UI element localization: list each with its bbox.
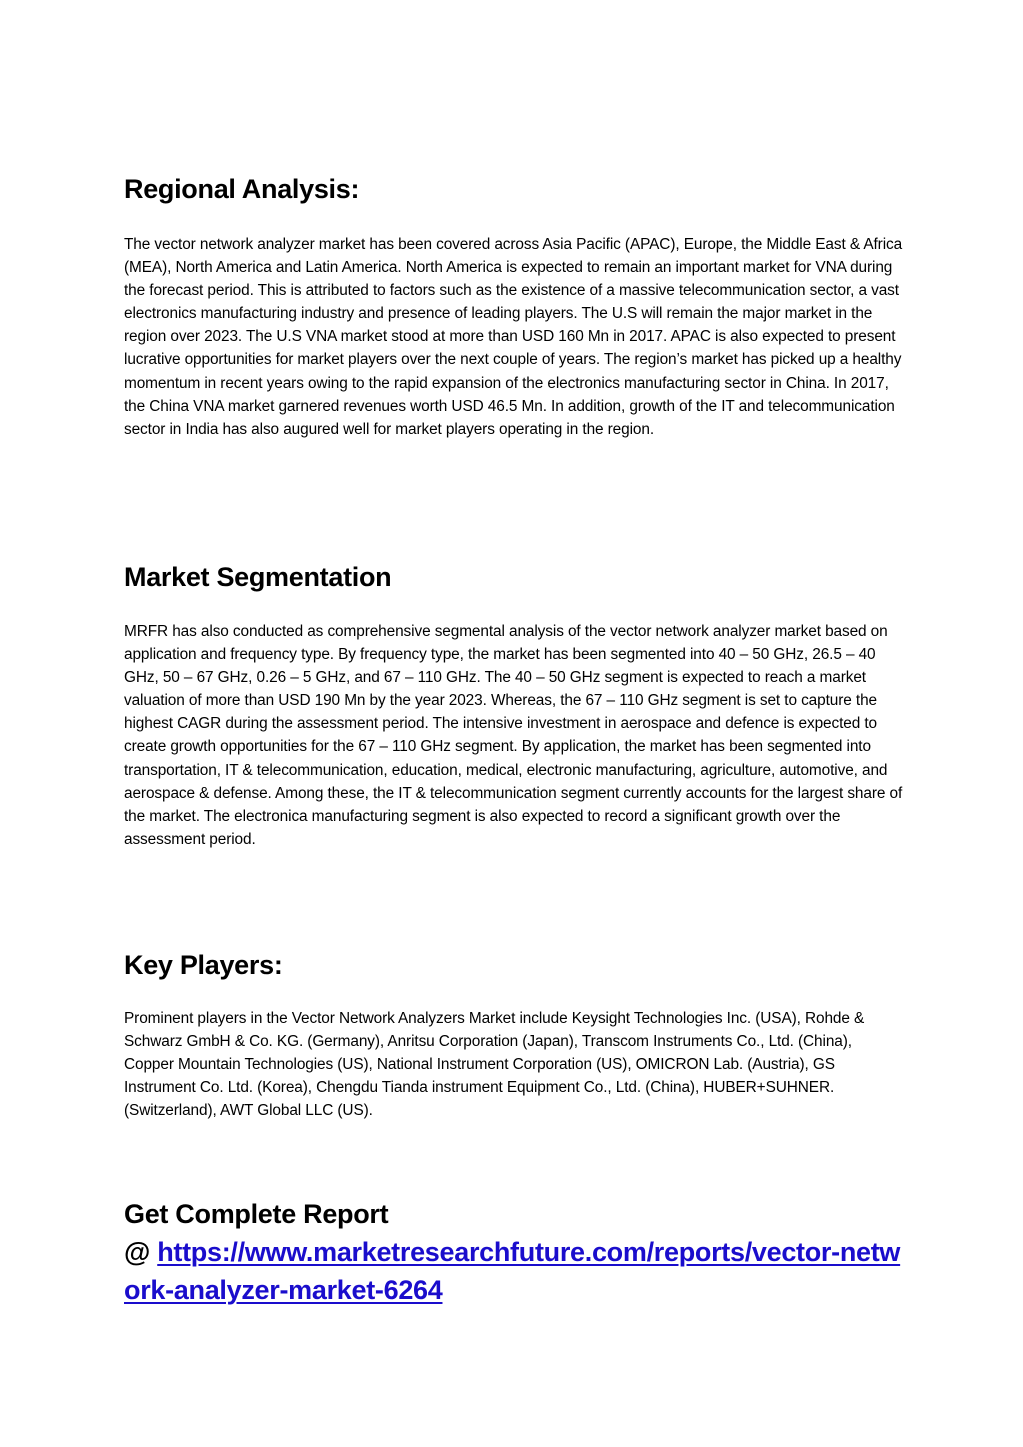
market-segmentation-paragraph: MRFR has also conducted as comprehensive segmental analysis of the vector network analyzer market based on application and frequency type. By frequency type, the market has been segmented into 40 – 50 GHz, 26.5 – 40 GHz, 50 – 67 GHz, 0.26 – 5 GHz, and 67 – 110 GHz. The 40 – 50 GHz segment is expected to reach a market valuation of more than USD 190 Mn by the year 2023. Whereas, the 67 – 110 GHz segment is set to capture the highest CAGR during the assessment period. The intensive investment in aerospace and defence is expected to create growth opportunities for the 67 – 110 GHz segment. By application, the market has been segmented into transportation, IT & telecommunication, education, medical, electronic manufacturing, agriculture, automotive, and aerospace & defense. Among these, the IT & telecommunication segment currently accounts for the largest share of the market. The electronica manufacturing segment is also expected to record a significant growth over the assessment period. [124,623,903,848]
get-complete-report-block [124,1195,914,1309]
market-segmentation-heading: Market Segmentation [124,562,392,592]
key-players-heading: Key Players: [124,950,283,980]
get-complete-report-heading: Get Complete Report [124,1199,389,1229]
regional-analysis-paragraph: The vector network analyzer market has been covered across Asia Pacific (APAC), Europe, the Middle East & Africa (MEA), North America and Latin America. North America is expected to remain an important market for VNA during the forecast period. This is attributed to factors such as the existence of a massive telecommunication sector, a vast electronics manufacturing industry and presence of leading players. The U.S will remain the major market in the region over 2023. The U.S VNA market stood at more than USD 160 Mn in 2017. APAC is also expected to present lucrative opportunities for market players over the next couple of years. The region’s market has picked up a healthy momentum in recent years owing to the rapid expansion of the electronics manufacturing sector in China. In 2017, the China VNA market garnered revenues worth USD 46.5 Mn. In addition, growth of the IT and telecommunication sector in India has also augured well for market players operating in the region. [124,236,903,438]
report-link-line [124,1233,914,1309]
report-link[interactable]: https://www.marketresearchfuture.com/reports/vector-network-analyzer-market-6264 [124,1237,901,1305]
regional-analysis-heading: Regional Analysis: [124,174,360,204]
at-symbol: @ [124,1237,158,1267]
key-players-paragraph: Prominent players in the Vector Network Analyzers Market include Keysight Technologies Inc. (USA), Rohde & Schwarz GmbH & Co. KG. (Germany), Anritsu Corporation (Japan), Transcom Instruments Co., Ltd. (China), Copper Mountain Technologies (US), National Instrument Corporation (US), OMICRON Lab. (Austria), GS Instrument Co. Ltd. (Korea), Chengdu Tianda instrument Equipment Co., Ltd. (China), HUBER+SUHNER. (Switzerland), AWT Global LLC (US). [124,1010,865,1120]
